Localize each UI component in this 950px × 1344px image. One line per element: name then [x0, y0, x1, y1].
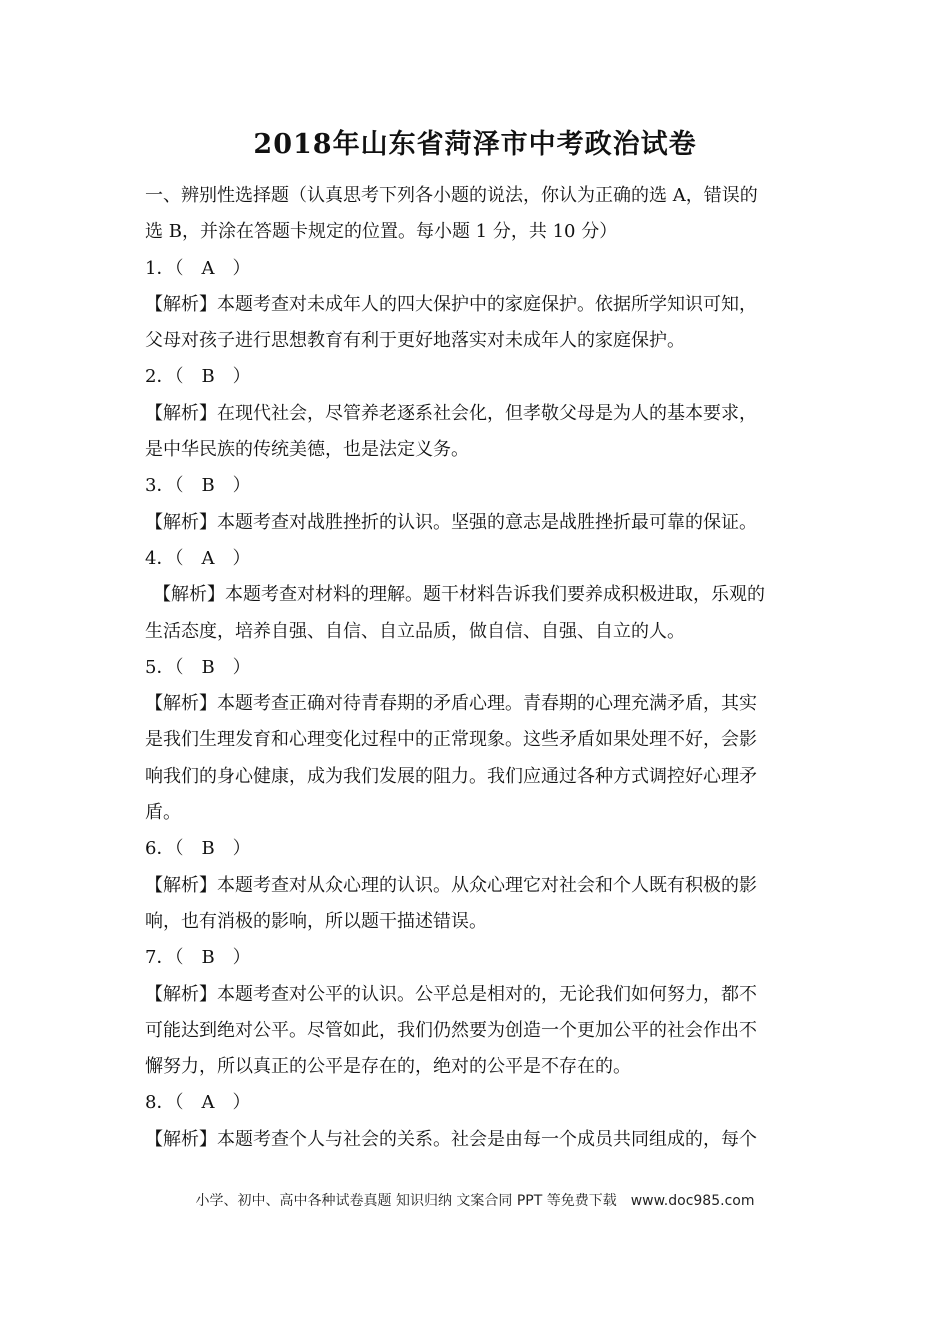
answer-7: 7．（ B ）	[145, 947, 251, 969]
analysis-6-line-2: 响，也有消极的影响，所以题干描述错误。	[145, 910, 487, 932]
answer-1: 1．（ A ）	[145, 257, 251, 279]
analysis-5-line-4: 盾。	[145, 802, 181, 824]
analysis-4-line-2: 生活态度，培养自强、自信、自立品质，做自信、自强、自立的人。	[145, 620, 685, 642]
page-footer: 小学、初中、高中各种试卷真题 知识归纳 文案合同 PPT 等免费下载 www.doc985.com	[195, 1193, 755, 1209]
page-title: 2018年山东省菏泽市中考政治试卷	[253, 129, 697, 160]
analysis-5-line-3: 响我们的身心健康，成为我们发展的阻力。我们应通过各种方式调控好心理矛	[145, 765, 757, 787]
answer-6: 6．（ B ）	[145, 838, 251, 860]
analysis-7-line-1: 【解析】本题考查对公平的认识。公平总是相对的，无论我们如何努力，都不	[145, 983, 757, 1005]
answer-4: 4．（ A ）	[145, 547, 251, 569]
analysis-2-line-2: 是中华民族的传统美德，也是法定义务。	[145, 439, 469, 461]
answer-5: 5．（ B ）	[145, 656, 251, 678]
section-instruction-line-2: 选 B，并涂在答题卡规定的位置。每小题 1 分，共 10 分）	[145, 221, 618, 243]
exam-content	[145, 178, 810, 1158]
answer-3: 3．（ B ）	[145, 475, 251, 497]
answer-2: 2．（ B ）	[145, 366, 251, 388]
section-instruction-line-1: 一、辨别性选择题（认真思考下列各小题的说法，你认为正确的选 A，错误的	[145, 185, 758, 206]
analysis-2-line-1: 【解析】在现代社会，尽管养老逐系社会化，但孝敬父母是为人的基本要求，	[145, 402, 757, 424]
analysis-7-line-3: 懈努力，所以真正的公平是存在的，绝对的公平是不存在的。	[145, 1056, 631, 1078]
analysis-1-line-1: 【解析】本题考查对未成年人的四大保护中的家庭保护。依据所学知识可知，	[145, 293, 757, 315]
analysis-3-line-1: 【解析】本题考查对战胜挫折的认识。坚强的意志是战胜挫折最可靠的保证。	[145, 511, 757, 533]
analysis-5-line-2: 是我们生理发育和心理变化过程中的正常现象。这些矛盾如果处理不好，会影	[145, 729, 757, 751]
analysis-7-line-2: 可能达到绝对公平。尽管如此，我们仍然要为创造一个更加公平的社会作出不	[145, 1019, 757, 1041]
answer-8: 8．（ A ）	[145, 1092, 251, 1114]
analysis-4-line-1: 【解析】本题考查对材料的理解。题干材料告诉我们要养成积极进取，乐观的	[153, 584, 765, 606]
analysis-1-line-2: 父母对孩子进行思想教育有利于更好地落实对未成年人的家庭保护。	[145, 330, 685, 352]
analysis-5-line-1: 【解析】本题考查正确对待青春期的矛盾心理。青春期的心理充满矛盾，其实	[145, 693, 757, 715]
analysis-6-line-1: 【解析】本题考查对从众心理的认识。从众心理它对社会和个人既有积极的影	[145, 874, 757, 896]
analysis-8-line-1: 【解析】本题考查个人与社会的关系。社会是由每一个成员共同组成的，每个	[145, 1128, 757, 1150]
